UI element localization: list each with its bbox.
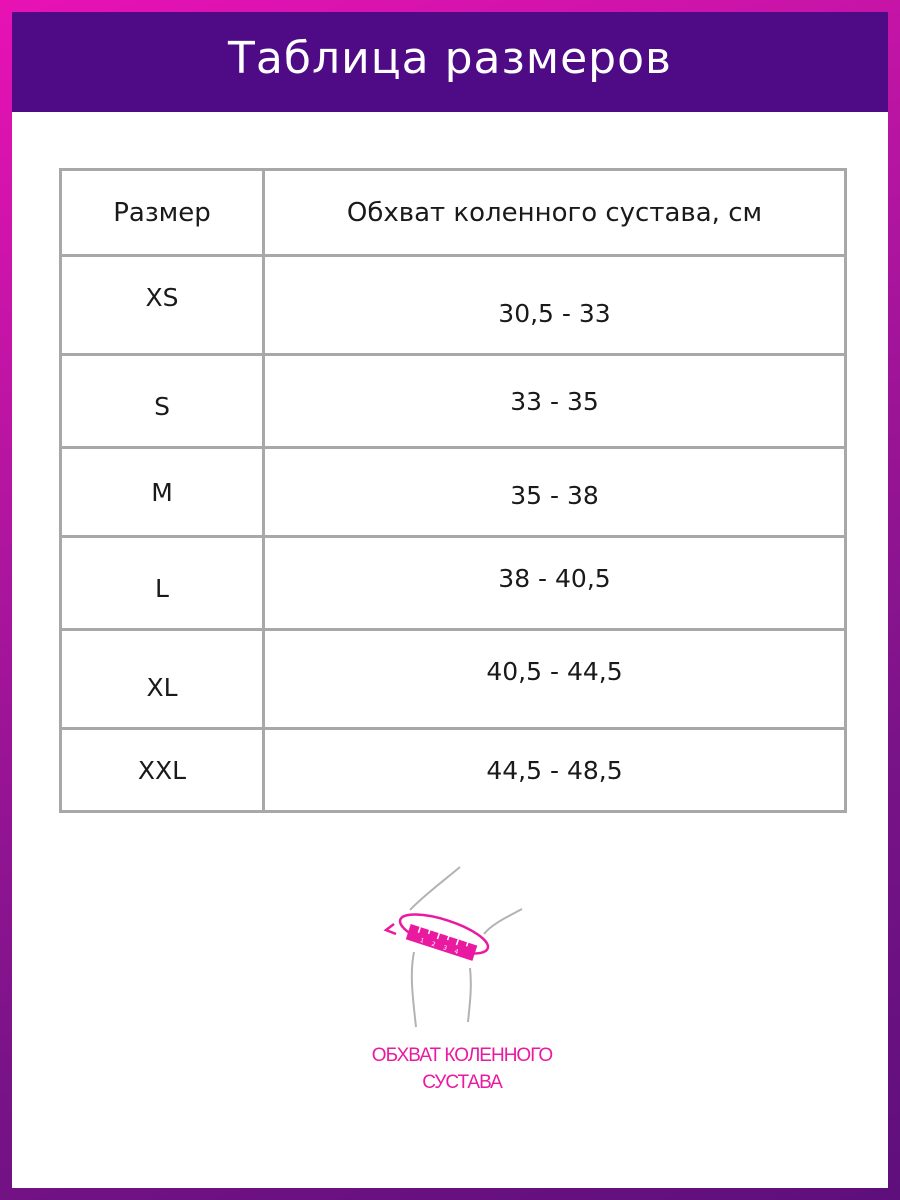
size-cell: XL [61,630,264,729]
circumference-cell: 40,5 - 44,5 [264,630,846,729]
page-title: Таблица размеров [228,32,672,84]
table-row [61,630,846,729]
size-cell: L [61,537,264,630]
illustration-caption [312,1042,612,1096]
circumference-cell: 33 - 35 [264,355,846,448]
circumference-cell: 38 - 40,5 [264,537,846,630]
size-table [59,168,847,813]
table-row [61,256,846,355]
column-header-size: Размер [61,170,264,256]
table-row [61,448,846,537]
table-row [61,729,846,812]
circumference-cell: 44,5 - 48,5 [264,729,846,812]
column-header-circumference: Обхват коленного сустава, см [264,170,846,256]
size-cell: XXL [61,729,264,812]
size-cell: S [61,355,264,448]
size-cell: XS [61,256,264,355]
tape-mark: 1 [419,936,425,945]
caption-line-2: СУСТАВА [422,1072,502,1093]
size-cell: M [61,448,264,537]
table-row [61,355,846,448]
table-header-row [61,170,846,256]
caption-line-1: ОБХВАТ КОЛЕННОГО [371,1045,553,1066]
tape-mark: 2 [430,940,437,949]
content-panel [12,112,888,1188]
table-row [61,537,846,630]
circumference-cell: 30,5 - 33 [264,256,846,355]
tape-mark: 4 [453,947,460,956]
header-bar [12,12,888,112]
circumference-cell: 35 - 38 [264,448,846,537]
tape-mark: 3 [441,944,448,953]
